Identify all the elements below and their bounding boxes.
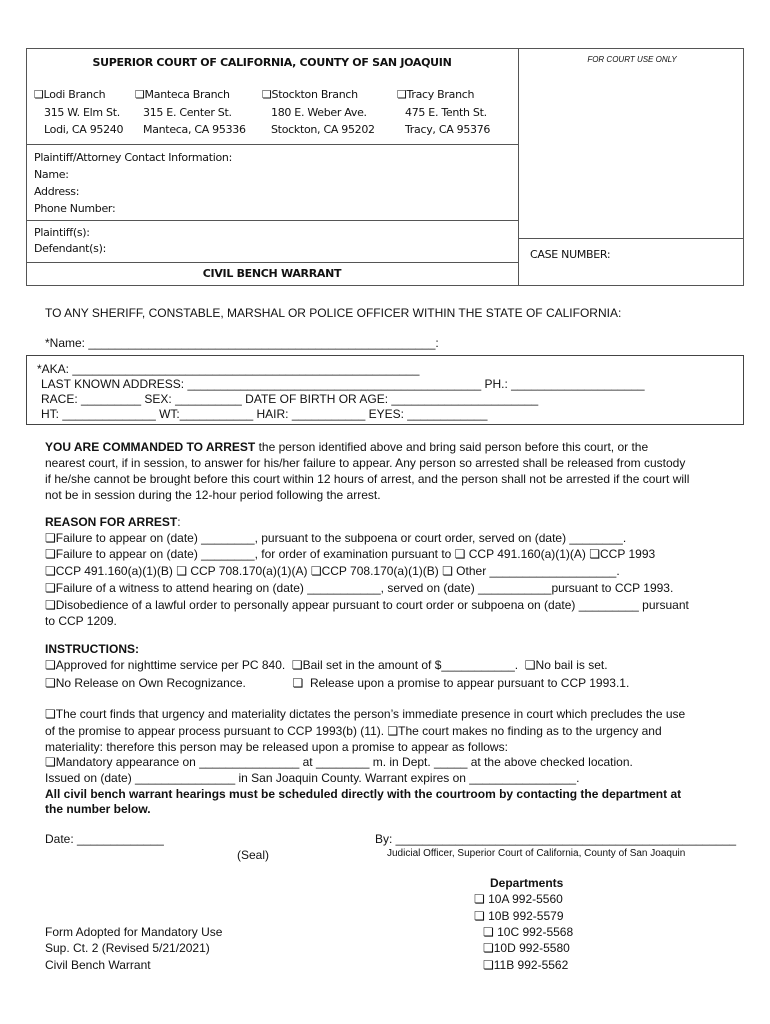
court-use-only: FOR COURT USE ONLY xyxy=(587,55,677,64)
reason-witness[interactable]: ❏Failure of a witness to attend hearing on (date) ___________, served on (date) ___________pursuant to CCP 1993. xyxy=(45,581,674,595)
date-field[interactable]: Date: _____________ xyxy=(45,832,164,846)
branch-manteca-checkbox[interactable]: ❏Manteca Branch xyxy=(135,88,230,101)
dept-11b[interactable]: ❏11B 992-5562 xyxy=(483,958,569,972)
hearing-note: All civil bench warrant hearings must be scheduled directly with the courtroom by contacting the department at xyxy=(45,787,682,801)
reason-failure-examination[interactable]: ❏Failure to appear on (date) ________, for order of examination pursuant to ❏ CCP 491.160(a)(1)(A) ❏CCP 1993 xyxy=(45,547,656,561)
dept-10a[interactable]: ❏ 10A 992-5560 xyxy=(474,892,563,906)
court-title: SUPERIOR COURT OF CALIFORNIA, COUNTY OF SAN JOAQUIN xyxy=(92,56,452,69)
signature-field[interactable]: By: ___________________________________________________ xyxy=(375,832,737,846)
plaintiff-field[interactable]: Plaintiff(s): xyxy=(34,226,90,239)
finding-no-finding[interactable]: of the promise to appear process pursuant to CCP 1993(b) (11). ❏The court makes no finding as to the urgency and xyxy=(45,724,662,738)
dept-10c[interactable]: ❏ 10C 992-5568 xyxy=(483,925,574,939)
departments-heading: Departments xyxy=(490,876,564,890)
mandatory-appearance[interactable]: ❏Mandatory appearance on _______________ at ________ m. in Dept. _____ at the above checked location. xyxy=(45,755,633,769)
issued-on[interactable]: Issued on (date) _______________ in San Joaquin County. Warrant expires on ________________. xyxy=(45,771,580,785)
contact-heading: Plaintiff/Attorney Contact Information: xyxy=(34,151,233,164)
branch-lodi-checkbox[interactable]: ❏Lodi Branch xyxy=(34,88,106,101)
reason-heading: REASON FOR ARREST xyxy=(45,515,178,529)
to-officer: TO ANY SHERIFF, CONSTABLE, MARSHAL OR POLICE OFFICER WITHIN THE STATE OF CALIFORNIA: xyxy=(45,306,622,320)
court-use-divider xyxy=(518,48,519,286)
caption-box xyxy=(26,48,744,286)
address-line[interactable]: LAST KNOWN ADDRESS: ____________________________________________ PH.: ____________________ xyxy=(41,377,645,391)
form-title: CIVIL BENCH WARRANT xyxy=(202,267,342,280)
instr-release[interactable]: ❏No Release on Own Recognizance. ❏ Release upon a promise to appear pursuant to CCP 1993.1. xyxy=(45,676,630,690)
reason-ccp-options[interactable]: ❏CCP 491.160(a)(1)(B) ❏ CCP 708.170(a)(1)(A) ❏CCP 708.170(a)(1)(B) ❏ Other ___________________. xyxy=(45,564,620,578)
dept-10b[interactable]: ❏ 10B 992-5579 xyxy=(474,909,564,923)
header-divider-2 xyxy=(26,220,518,221)
branch-stockton-checkbox[interactable]: ❏Stockton Branch xyxy=(262,88,358,101)
reason-failure-to-appear[interactable]: ❏Failure to appear on (date) ________, pursuant to the subpoena or court order, served on (date) ________. xyxy=(45,531,627,545)
case-number-divider xyxy=(518,238,744,239)
branch-tracy-checkbox[interactable]: ❏Tracy Branch xyxy=(397,88,475,101)
instr-nighttime-bail[interactable]: ❏Approved for nighttime service per PC 840. ❏Bail set in the amount of $___________. ❏No bail is set. xyxy=(45,658,608,672)
dept-10d[interactable]: ❏10D 992-5580 xyxy=(483,941,570,955)
contact-address-field[interactable]: Address: xyxy=(34,185,80,198)
contact-phone-field[interactable]: Phone Number: xyxy=(34,202,116,215)
height-weight-line[interactable]: HT: ______________ WT:___________ HAIR: ___________ EYES: ____________ xyxy=(41,407,488,421)
header-divider-1 xyxy=(26,144,518,145)
contact-name-field[interactable]: Name: xyxy=(34,168,69,181)
name-line[interactable]: *Name: ____________________________________________________: xyxy=(45,336,439,350)
defendant-field[interactable]: Defendant(s): xyxy=(34,242,106,255)
officer-caption: Judicial Officer, Superior Court of California, County of San Joaquin xyxy=(387,848,686,859)
command-bold: YOU ARE COMMANDED TO ARREST xyxy=(45,440,256,454)
instructions-heading: INSTRUCTIONS: xyxy=(45,642,139,656)
case-number-field[interactable]: CASE NUMBER: xyxy=(530,248,611,261)
seal: (Seal) xyxy=(237,848,270,862)
reason-disobedience[interactable]: ❏Disobedience of a lawful order to personally appear pursuant to court order or subpoena on (date) _________ pursuant xyxy=(45,598,689,612)
race-sex-dob-line[interactable]: RACE: _________ SEX: __________ DATE OF BIRTH OR AGE: ______________________ xyxy=(41,392,539,406)
header-divider-3 xyxy=(26,262,518,263)
finding-urgency[interactable]: ❏The court finds that urgency and materiality dictates the person’s immediate presence in court which precludes the use xyxy=(45,707,686,721)
aka-line[interactable]: *AKA: ____________________________________________________ xyxy=(37,362,420,376)
